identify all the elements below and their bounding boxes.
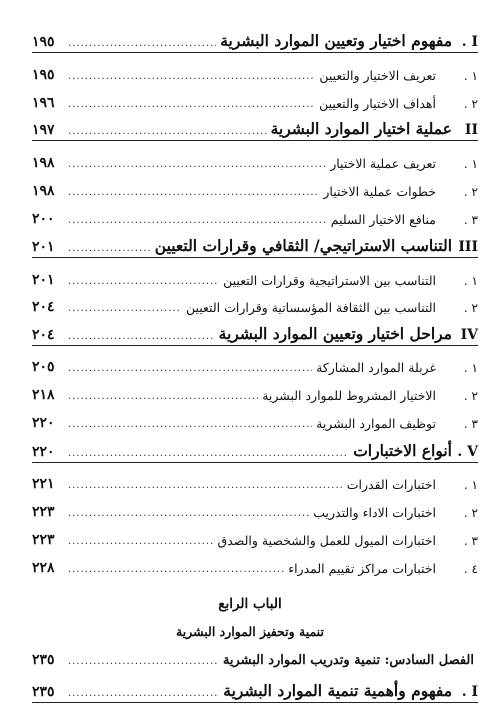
dot-leader xyxy=(68,536,214,550)
entry-title: أنواع الاختبارات xyxy=(353,441,452,460)
toc-entry xyxy=(32,91,478,113)
toc-entry xyxy=(32,680,478,703)
part-subtitle: تنمية وتحفيز الموارد البشرية xyxy=(176,624,324,639)
entry-page: ١٩٨ xyxy=(32,155,55,171)
entry-number: ٢ . xyxy=(463,301,478,315)
entry-title: مفهوم اختيار وتعيين الموارد البشرية xyxy=(220,31,452,50)
toc-entry xyxy=(32,556,478,578)
entry-page: ٢١٨ xyxy=(32,387,55,403)
entry-page: ١٩٦ xyxy=(32,95,55,111)
toc-entry xyxy=(32,411,478,433)
entry-number: I . xyxy=(461,34,478,50)
entry-number: ٣ . xyxy=(463,213,478,227)
toc-entry xyxy=(32,63,478,85)
chapter-title: الفصل السادس: تنمية وتدريب الموارد البشرية xyxy=(222,653,474,668)
part-heading: الباب الرابع xyxy=(218,596,282,612)
toc-entry xyxy=(32,179,478,201)
dot-leader xyxy=(68,99,315,113)
entry-number: ٢ . xyxy=(463,389,478,403)
dot-leader xyxy=(68,656,219,670)
entry-number: ٤ . xyxy=(463,562,478,576)
entry-number: ٣ . xyxy=(463,417,478,431)
chapter-page: ٢٣٥ xyxy=(32,652,55,668)
entry-title: مراحل اختيار وتعيين الموارد البشرية xyxy=(218,324,452,343)
toc-entry xyxy=(32,118,478,141)
entry-title: عملية اختيار الموارد البشرية xyxy=(270,119,452,138)
dot-leader xyxy=(68,688,219,702)
entry-number: ١ . xyxy=(463,69,478,83)
entry-page: ٢٠١ xyxy=(32,272,55,288)
entry-page: ٢٢٠ xyxy=(32,444,55,460)
entry-page: ٢٢٣ xyxy=(32,504,55,520)
toc-entry xyxy=(32,440,478,463)
dot-leader xyxy=(68,448,349,462)
toc-entry xyxy=(32,30,478,53)
entry-number: ٢ . xyxy=(463,97,478,111)
dot-leader xyxy=(68,391,258,405)
entry-title: اختبارات الاداء والتدريب xyxy=(313,505,436,520)
toc-entry xyxy=(32,528,478,550)
chapter-entry xyxy=(32,648,474,670)
toc-entry xyxy=(32,268,478,290)
entry-number: I . xyxy=(461,684,478,700)
entry-title: اختبارات مراكز تقييم المدراء xyxy=(288,561,436,576)
dot-leader xyxy=(68,243,151,257)
dot-leader xyxy=(68,331,215,345)
dot-leader xyxy=(68,187,319,201)
entry-title: التناسب الاستراتيجي/ الثقافي وقرارات التعيين xyxy=(154,236,452,255)
entry-title: خطوات عملية الاختيار xyxy=(323,184,436,199)
dot-leader xyxy=(68,480,343,494)
entry-title: اختبارات القدرات xyxy=(346,477,436,492)
toc-entry xyxy=(32,500,478,522)
entry-title: غربلة الموارد المشاركة xyxy=(316,360,436,375)
toc-entry xyxy=(32,472,478,494)
entry-title: توظيف الموارد البشرية xyxy=(316,416,436,431)
entry-title: منافع الاختيار السليم xyxy=(330,212,436,227)
entry-page: ٢٢٨ xyxy=(32,560,55,576)
entry-title: اختبارات الميول للعمل والشخصية والصدق xyxy=(217,533,436,548)
entry-page: ١٩٥ xyxy=(32,34,55,50)
dot-leader xyxy=(68,564,284,578)
dot-leader xyxy=(68,363,312,377)
entry-page: ١٩٧ xyxy=(32,122,55,138)
entry-title: الاختيار المشروط للموارد البشرية xyxy=(262,388,436,403)
dot-leader xyxy=(68,419,312,433)
entry-page: ٢٢٠ xyxy=(32,415,55,431)
entry-title: أهداف الاختيار والتعيين xyxy=(319,96,436,111)
toc-entry xyxy=(32,151,478,173)
entry-number: IV xyxy=(460,327,478,343)
entry-page: ٢٢٣ xyxy=(32,532,55,548)
dot-leader xyxy=(68,276,219,290)
entry-title: مفهوم وأهمية تنمية الموارد البشرية xyxy=(223,681,452,700)
entry-page: ٢٠١ xyxy=(32,239,55,255)
entry-number: ١ . xyxy=(463,478,478,492)
entry-number: ٢ . xyxy=(463,185,478,199)
dot-leader xyxy=(68,215,327,229)
entry-number: III xyxy=(458,239,478,255)
entry-page: ٢٠٤ xyxy=(32,327,55,343)
dot-leader xyxy=(68,508,309,522)
toc-entry xyxy=(32,207,478,229)
dot-leader xyxy=(68,303,182,317)
toc-entry xyxy=(32,323,478,346)
toc-entry xyxy=(32,235,478,258)
entry-title: التناسب بين الاستراتيجية وقرارات التعيين xyxy=(223,273,436,288)
dot-leader xyxy=(68,159,326,173)
toc-entry xyxy=(32,295,478,317)
toc-entry xyxy=(32,383,478,405)
dot-leader xyxy=(68,71,315,85)
entry-title: التناسب بين الثقافة المؤسساتية وقرارات التعيين xyxy=(185,300,436,315)
entry-title: تعريف الاختيار والتعيين xyxy=(319,68,436,83)
entry-page: ٢٠٤ xyxy=(32,299,55,315)
entry-page: ٢٢١ xyxy=(32,476,55,492)
entry-number: ٢ . xyxy=(463,506,478,520)
entry-number: ١ . xyxy=(463,157,478,171)
dot-leader xyxy=(68,126,267,140)
entry-title: تعريف عملية الاختيار xyxy=(330,156,436,171)
entry-page: ٢٠٥ xyxy=(32,359,55,375)
entry-number: ١ . xyxy=(463,361,478,375)
entry-page: ١٩٨ xyxy=(32,183,55,199)
entry-number: II xyxy=(464,122,478,138)
entry-number: V . xyxy=(457,444,478,460)
entry-number: ٣ . xyxy=(463,534,478,548)
entry-number: ١ . xyxy=(463,274,478,288)
toc-entry xyxy=(32,355,478,377)
dot-leader xyxy=(68,38,216,52)
entry-page: ٢٠٠ xyxy=(32,211,55,227)
entry-page: ٢٣٥ xyxy=(32,684,55,700)
entry-page: ١٩٥ xyxy=(32,67,55,83)
